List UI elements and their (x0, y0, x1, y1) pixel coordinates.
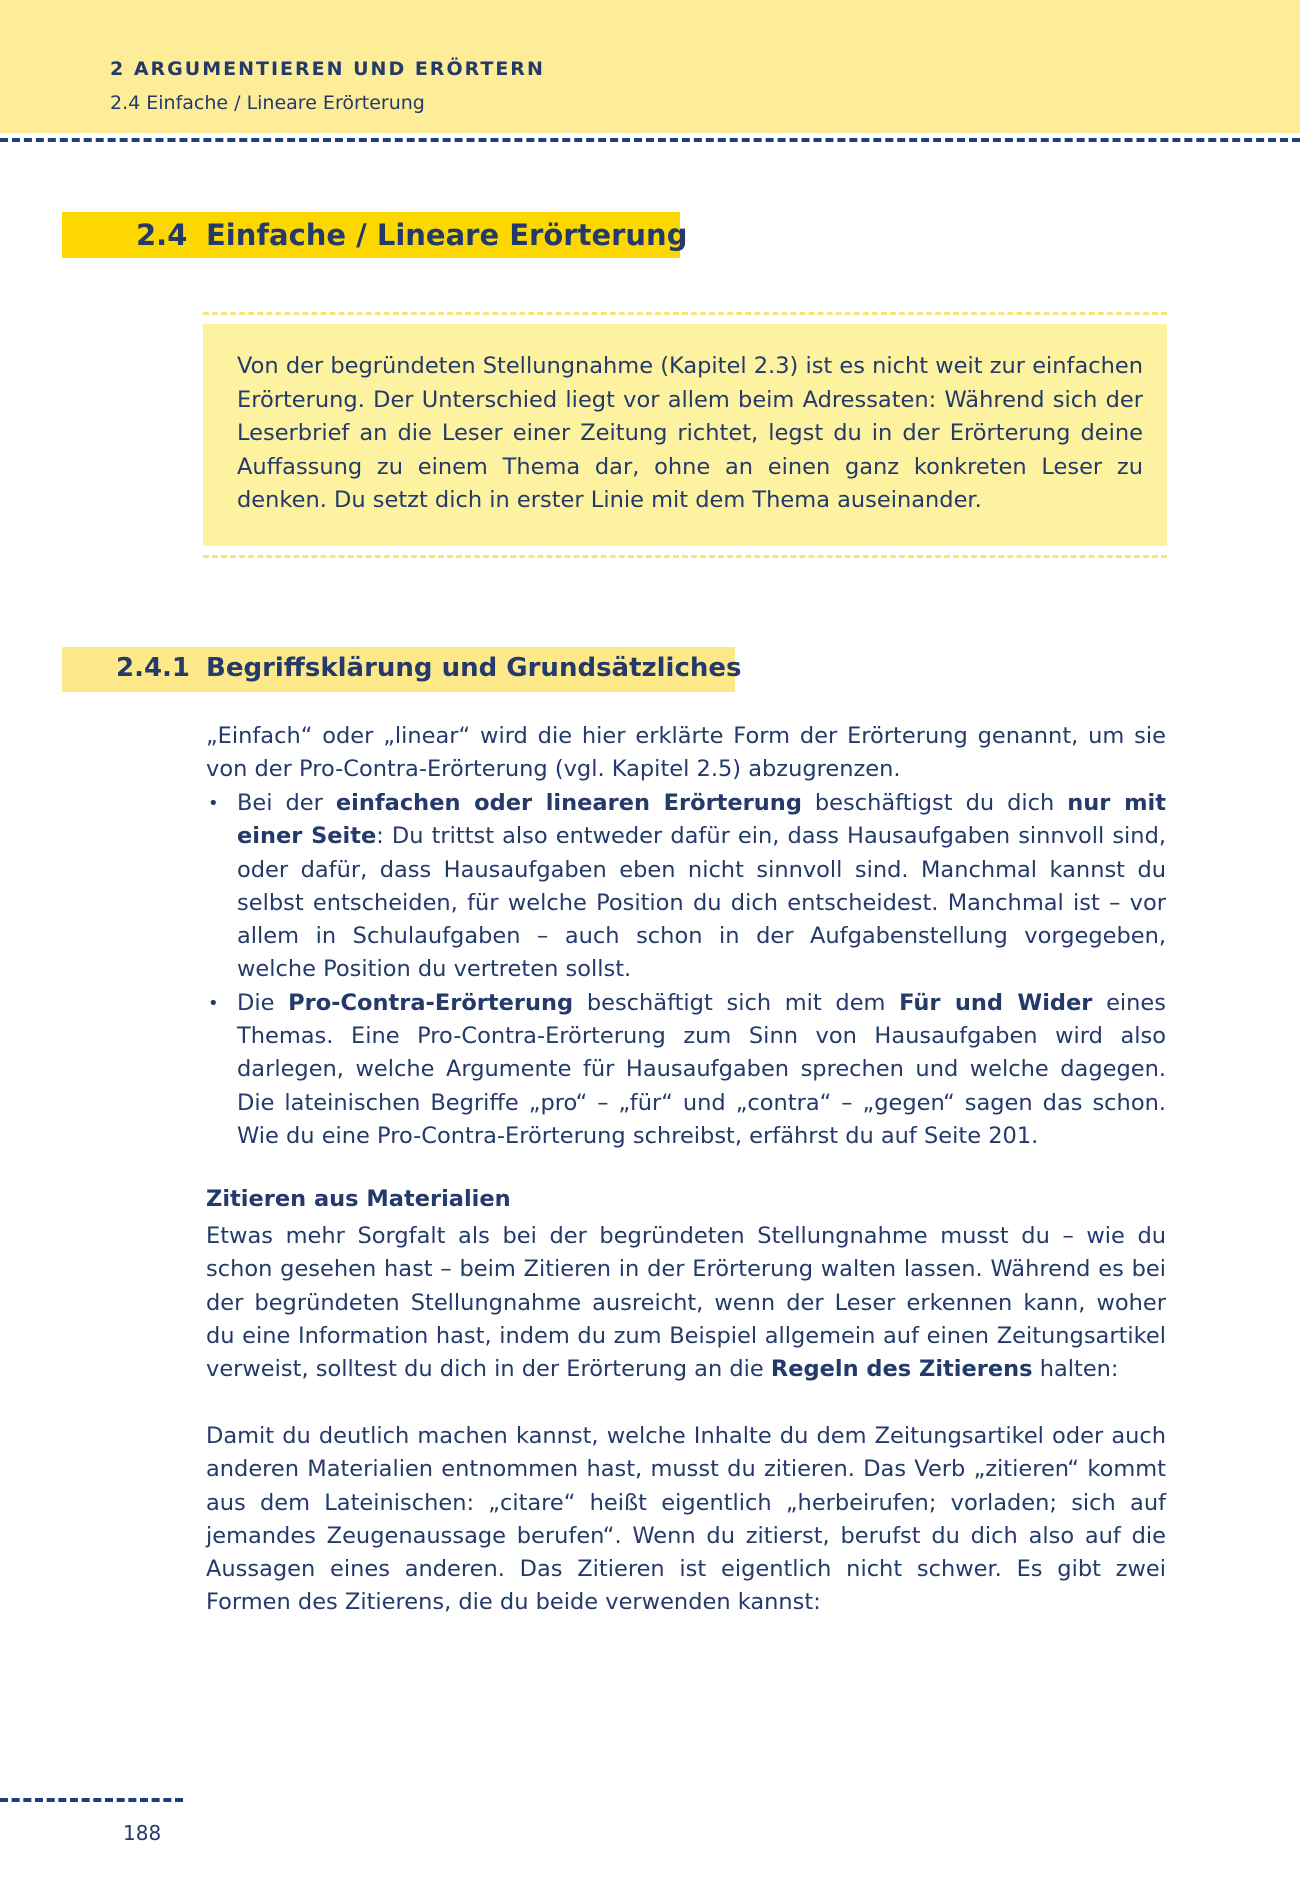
list-item: • Bei der einfachen oder linearen Erörterung beschäftigst du dich nur mit einer Seite: Du trittst also entweder dafür ein, dass Hausaufgaben sinnvoll sind, oder dafür, dass Hausaufgaben eben nicht sinnvoll sind. Manchmal kannst du selbst entscheiden, für welche Position du dich entscheidest. Manchmal ist – vor allem in Schulaufgaben – auch schon in der Aufgabenstellung vorgegeben, welche Position du vertreten sollst. (206, 787, 1166, 987)
section-title: Einfache / Lineare Erörterung (206, 218, 688, 252)
page-number: 188 (123, 1821, 162, 1845)
subsection-heading (62, 647, 742, 692)
paragraph-citing-explanation: Damit du deutlich machen kannst, welche Inhalte du dem Zeitungsartikel oder auch anderen Materialien entnommen hast, musst du zitieren. Das Verb „zitieren“ kommt aus dem Lateinischen: „citare“ heißt eigentlich „herbeirufen; vorladen; sich auf jemandes Zeugenaussage berufen“. Wenn du zitierst, berufst du dich also auf die Aussagen eines anderen. Das Zitieren ist eigentlich nicht schwer. Es gibt zwei Formen des Zitierens, die du beide verwenden kannst: (206, 1423, 1166, 1616)
list-item: • Die Pro-Contra-Erörterung beschäftigt sich mit dem Für und Wider eines Themas. Eine Pro-Contra-Erörterung zum Sinn von Hausaufgaben wird also darlegen, welche Argumente für Hausaufgaben sprechen und welche dagegen. Die lateinischen Begriffe „pro“ – „für“ und „contra“ – „gegen“ sagen das schon. Wie du eine Pro-Contra-Erörterung schreibst, erfährst du auf Seite 201. (206, 987, 1166, 1153)
intro-box-bottom-dash (203, 555, 1167, 558)
citing-heading: Zitieren aus Materialien (206, 1186, 511, 1212)
header-dashed-divider (0, 138, 1300, 142)
running-header-section: 2.4 Einfache / Lineare Erörterung (110, 92, 425, 114)
bullet-list (206, 787, 1166, 1153)
footer-dashed-divider (0, 1798, 183, 1802)
bullet-icon: • (208, 992, 219, 1014)
intro-box-top-dash (203, 312, 1167, 315)
intro-text: Von der begründeten Stellungnahme (Kapitel 2.3) ist es nicht weit zur einfachen Erörterung. Der Unterschied liegt vor allem beim Adressaten: Während sich der Leserbrief an die Leser einer Zeitung richtet, legst du in der Erörterung deine Auffassung zu einem Thema dar, ohne an einen ganz konkreten Leser zu denken. Du setzt dich in erster Linie mit dem Thema auseinander. (237, 353, 1143, 513)
running-header-chapter: 2 ARGUMENTIEREN UND ERÖRTERN (110, 58, 545, 80)
subsection-number: 2.4.1 (116, 653, 191, 683)
section-number: 2.4 (136, 218, 188, 252)
paragraph-citing-rules: Etwas mehr Sorgfalt als bei der begründeten Stellungnahme musst du – wie du schon gesehen hast – beim Zitieren in der Erörterung walten lassen. Während es bei der begründeten Stellungnahme ausreicht, wenn der Leser erkennen kann, woher du eine Information hast, indem du zum Beispiel allgemein auf einen Zeitungsartikel verweist, solltest du dich in der Erörterung an die Regeln des Zitierens halten: (206, 1223, 1166, 1383)
bullet-icon: • (208, 793, 219, 814)
subsection-title: Begriffsklärung und Grundsätzliches (206, 653, 742, 683)
intro-box (203, 324, 1167, 546)
paragraph-definition: „Einfach“ oder „linear“ wird die hier erklärte Form der Erörterung genannt, um sie von der Pro-Contra-Erörterung (vgl. Kapitel 2.5) abzugrenzen. (206, 723, 1166, 783)
section-heading (62, 212, 688, 258)
